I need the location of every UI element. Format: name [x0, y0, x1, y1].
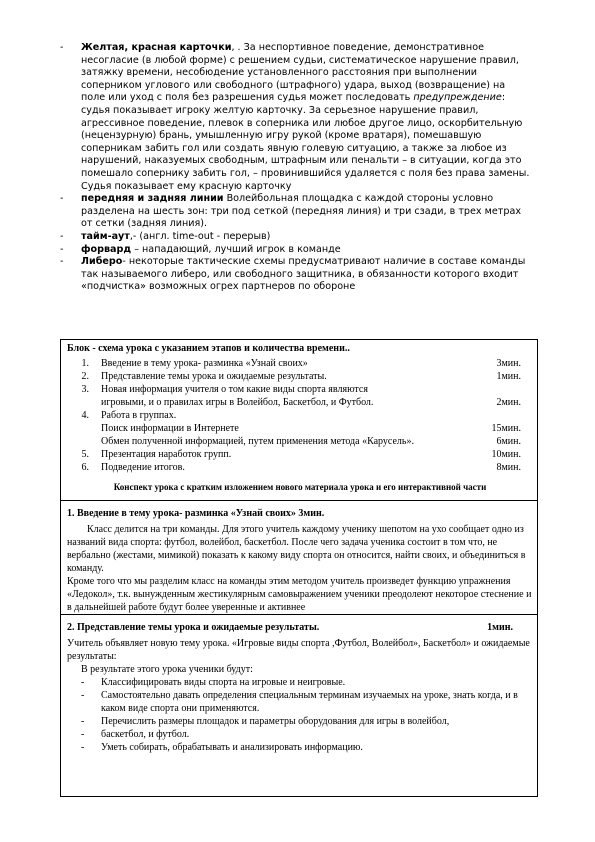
schema-row: Обмен полученной информацией, путем применения метода «Карусель». 6мин.	[101, 436, 521, 447]
schema-row: Поиск информации в Интернете 15мин.	[101, 423, 521, 434]
list-item: - Классифицировать виды спорта на игровые и неигровые.	[81, 677, 346, 688]
schema-row: игровыми, и о правилах игры в Волейбол, Баскетбол, и Футбол. 2мин.	[101, 397, 521, 408]
section-1-title: 1. Введение в тему урока- разминка «Узнай своих» 3мин.	[67, 508, 325, 519]
schema-row: 4. Работа в группах.	[81, 410, 177, 421]
section-2-title: 2. Представление темы урока и ожидаемые результаты. 1мин.	[67, 621, 533, 634]
list-item: - Уметь собирать, обрабатывать и анализировать информацию.	[81, 742, 363, 753]
divider	[61, 500, 537, 501]
definition-term: Либеро	[81, 256, 123, 268]
section-2-paragraph: В результате этого урока ученики будут:	[81, 664, 253, 675]
definition-item: - форвард – нападающий, лучший игрок в команде	[60, 243, 341, 255]
definition-term: передняя и задняя линии	[81, 193, 224, 205]
konspekt-title: Конспект урока с кратким изложением нового материала урока и его интерактивной части	[113, 482, 487, 492]
schema-row: 3. Новая информация учителя о том какие виды спорта являются	[81, 384, 368, 395]
divider	[61, 614, 537, 615]
schema-row: 6. Подведение итогов. 8мин.	[81, 462, 521, 473]
schema-list	[67, 357, 533, 474]
definition-term: Желтая, красная карточки	[81, 42, 232, 53]
schema-title: Блок - схема урока с указанием этапов и количества времени..	[67, 343, 350, 354]
definitions-list	[60, 42, 530, 294]
results-list	[67, 676, 533, 754]
schema-row: 5. Презентация наработок групп. 10мин.	[81, 449, 521, 460]
section-1-paragraph: Кроме того что мы разделим класс на команды этим методом учитель произведет функцию упражнения «Ледокол», т.к. вынужденным жестикулярным самовыражением ученики преодолеют некоторое стеснение и в дальнейшей работе будут более уверенные и активнее	[67, 576, 532, 613]
definition-item: - Желтая, красная карточки, . За неспортивное поведение, демонстративное несогласие (в любой форме) с решением судьи, систематическое нарушение правил, затяжку времени, несобюдение установленного расстояния при выполнении соперником углового или свободного (штрафного) удара, выход (возвращение) на поле или уход с поля без разрешения судья может последовать предупреждение: судья показывает игроку желтую карточку. За серьезное нарушение правил, агрессивное поведение, плевок в соперника или любое другое лицо, оскорбительную (нецензурную) брань, умышленную игру рукой (кроме вратаря), помешавшую соперникам забить гол или создать явную голевую ситуацию, а также за любое из нарушений, наказуемых свободным, штрафным или пенальти – в ситуации, когда это помешало сопернику забить гол, – провинившийся удаляется с поля без права замены. Судья показывает ему красную карточку	[60, 42, 530, 192]
schema-row: 1. Введение в тему урока- разминка «Узнай своих» 3мин.	[81, 358, 521, 369]
definition-item: - передняя и задняя линии Волейбольная площадка с каждой стороны условно разделена на шесть зон: три под сеткой (передняя линия) и три сзади, в трех метрах от сетки (задняя линия).	[60, 193, 522, 230]
definition-item: - тайм-аут,- (англ. time-out - перерыв)	[60, 230, 271, 242]
section-2-duration: 1мин.	[487, 622, 513, 633]
definition-term: форвард	[81, 243, 132, 255]
list-item: - баскетбол, и футбол.	[81, 729, 190, 740]
list-item: - Перечислить размеры площадок и параметры оборудования для игры в волейбол,	[81, 716, 450, 727]
list-item: - Самостоятельно давать определения специальным терминам изучаемых на уроке, знать когда, и в каком виде спорта они применяются.	[81, 690, 518, 714]
definition-term: тайм-аут	[81, 230, 130, 242]
definition-item: - Либеро- некоторые тактические схемы предусматривают наличие в составе команды так называемого либеро, или свободного защитника, в обязанности которого входит «подчистка» возможных огрех партнеров по обороне	[60, 256, 526, 293]
section-2-paragraph: Учитель объявляет новую тему урока. «Игровые виды спорта ,Футбол, Волейбол», Баскетбол» и ожидаемые результаты:	[67, 638, 530, 662]
section-1-paragraph: Класс делится на три команды. Для этого учитель каждому ученику шепотом на ухо сообщает одно из названий вида спорта: футбол, волейбол, баскетбол. После чего задача ученика состоит в том что, не вербально (жестами, мимикой) показать к какому виду спорта он относится, найти своих, и объединиться в команду.	[67, 524, 526, 574]
schema-row: 2. Представление темы урока и ожидаемые результаты. 1мин.	[81, 371, 521, 382]
lesson-plan-box	[60, 339, 538, 797]
